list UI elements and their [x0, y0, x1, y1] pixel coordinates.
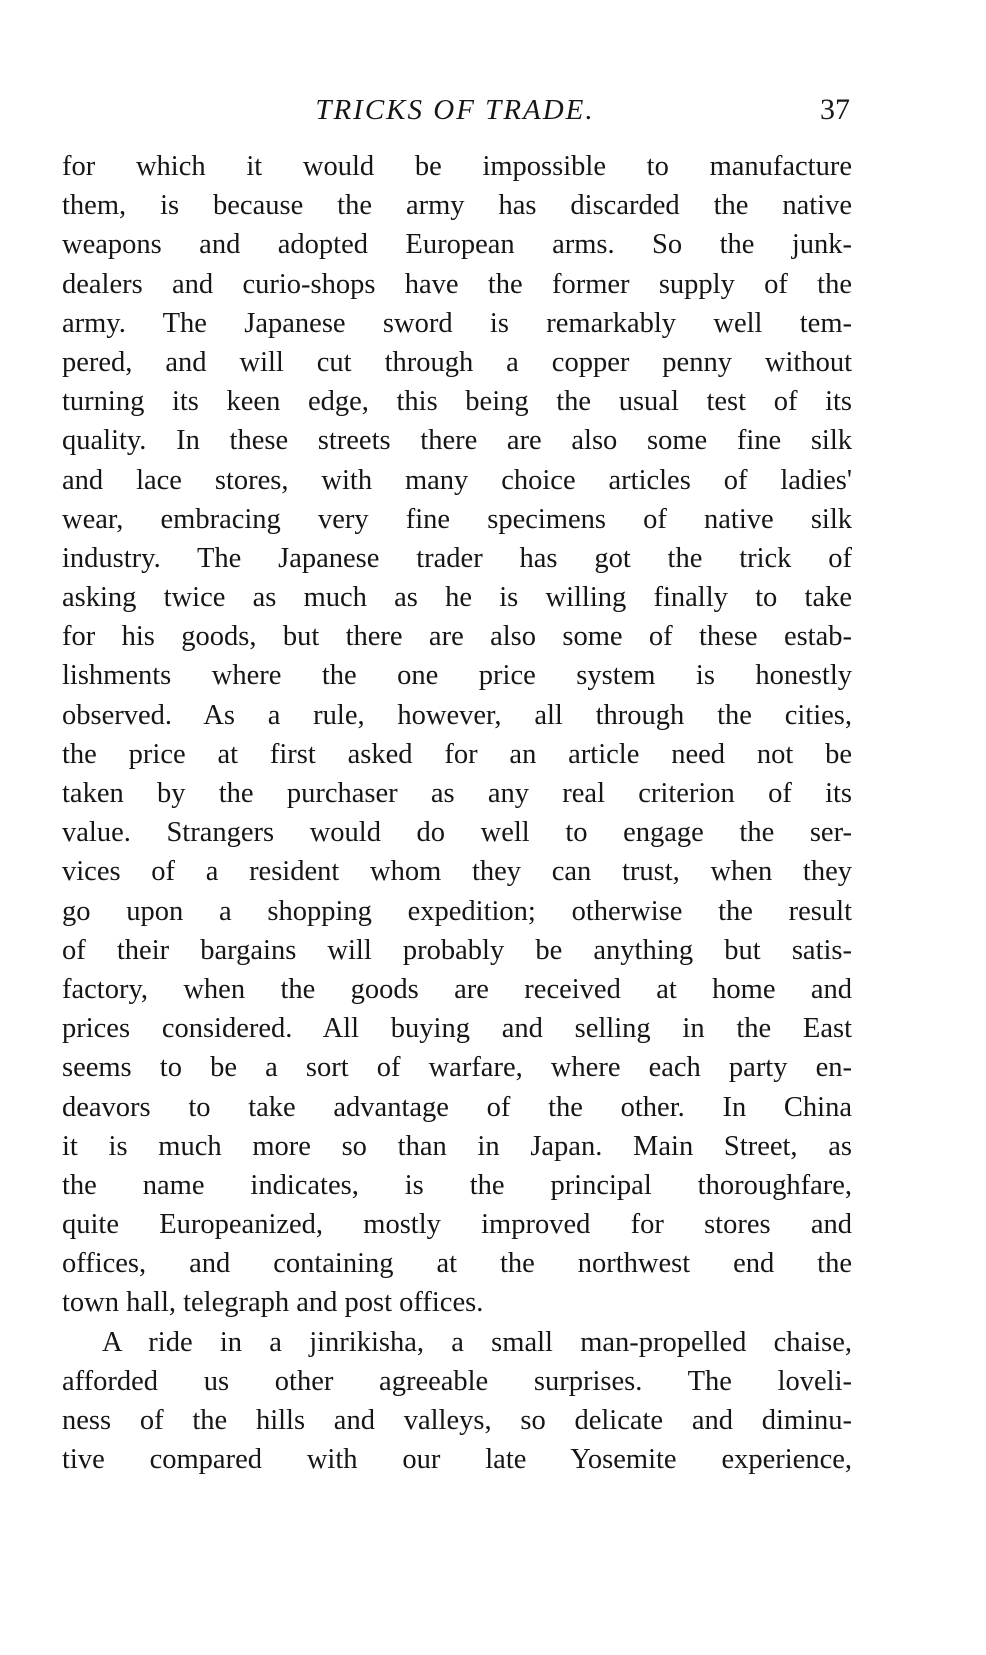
- text-line: quite Europeanized, mostly improved for stores and: [62, 1209, 852, 1241]
- text-line: quality. In these streets there are also some fine silk: [62, 425, 852, 457]
- text-line: lishments where the one price system is honestly: [62, 660, 852, 692]
- text-line: tive compared with our late Yosemite experience,: [62, 1444, 852, 1476]
- text-line: industry. The Japanese trader has got the trick of: [62, 542, 852, 574]
- text-line: factory, when the goods are received at home and: [62, 973, 852, 1005]
- text-line: of their bargains will probably be anything but satis-: [62, 934, 852, 966]
- text-line: vices of a resident whom they can trust, when they: [62, 856, 852, 888]
- text-line: ness of the hills and valleys, so delicate and diminu-: [62, 1405, 852, 1436]
- text-line: for his goods, but there are also some of these estab-: [62, 621, 852, 653]
- text-line: the price at first asked for an article need not be: [62, 738, 852, 770]
- text-line: wear, embracing very fine specimens of native silk: [62, 503, 852, 535]
- text-line: for which it would be impossible to manufacture: [62, 151, 852, 182]
- paragraph: [62, 147, 852, 1323]
- text-line: weapons and adopted European arms. So the junk-: [62, 229, 852, 261]
- text-line: afforded us other agreeable surprises. The loveli-: [62, 1365, 852, 1397]
- text-line: seems to be a sort of warfare, where each party en-: [62, 1052, 852, 1084]
- text-line: offices, and containing at the northwest end the: [62, 1248, 852, 1280]
- text-line: deavors to take advantage of the other. In China: [62, 1091, 852, 1123]
- text-line: turning its keen edge, this being the usual test of its: [62, 386, 852, 418]
- paragraph: [62, 1323, 852, 1480]
- text-line: it is much more so than in Japan. Main Street, as: [62, 1130, 852, 1162]
- text-line: value. Strangers would do well to engage the ser-: [62, 817, 852, 849]
- text-line: dealers and curio-shops have the former supply of the: [62, 268, 852, 300]
- text-line: army. The Japanese sword is remarkably well tem-: [62, 307, 852, 339]
- text-line: them, is because the army has discarded the native: [62, 190, 852, 222]
- text-line: pered, and will cut through a copper penny without: [62, 346, 852, 378]
- text-line: asking twice as much as he is willing finally to take: [62, 582, 852, 614]
- text-line: taken by the purchaser as any real criterion of its: [62, 778, 852, 809]
- page-number: 37: [820, 93, 850, 126]
- text-line: prices considered. All buying and selling in the East: [62, 1013, 852, 1045]
- text-line: observed. As a rule, however, all through the cities,: [62, 699, 852, 731]
- running-title: TRICKS OF TRADE.: [315, 94, 595, 126]
- text-line: go upon a shopping expedition; otherwise the result: [62, 895, 852, 927]
- text-line: and lace stores, with many choice articles of ladies': [62, 464, 852, 496]
- text-line: town hall, telegraph and post offices.: [62, 1287, 484, 1319]
- body-text: [62, 147, 852, 1479]
- text-line: the name indicates, is the principal thoroughfare,: [62, 1169, 852, 1201]
- running-head: [60, 88, 850, 132]
- text-line: A ride in a jinrikisha, a small man-propelled chaise,: [102, 1326, 852, 1358]
